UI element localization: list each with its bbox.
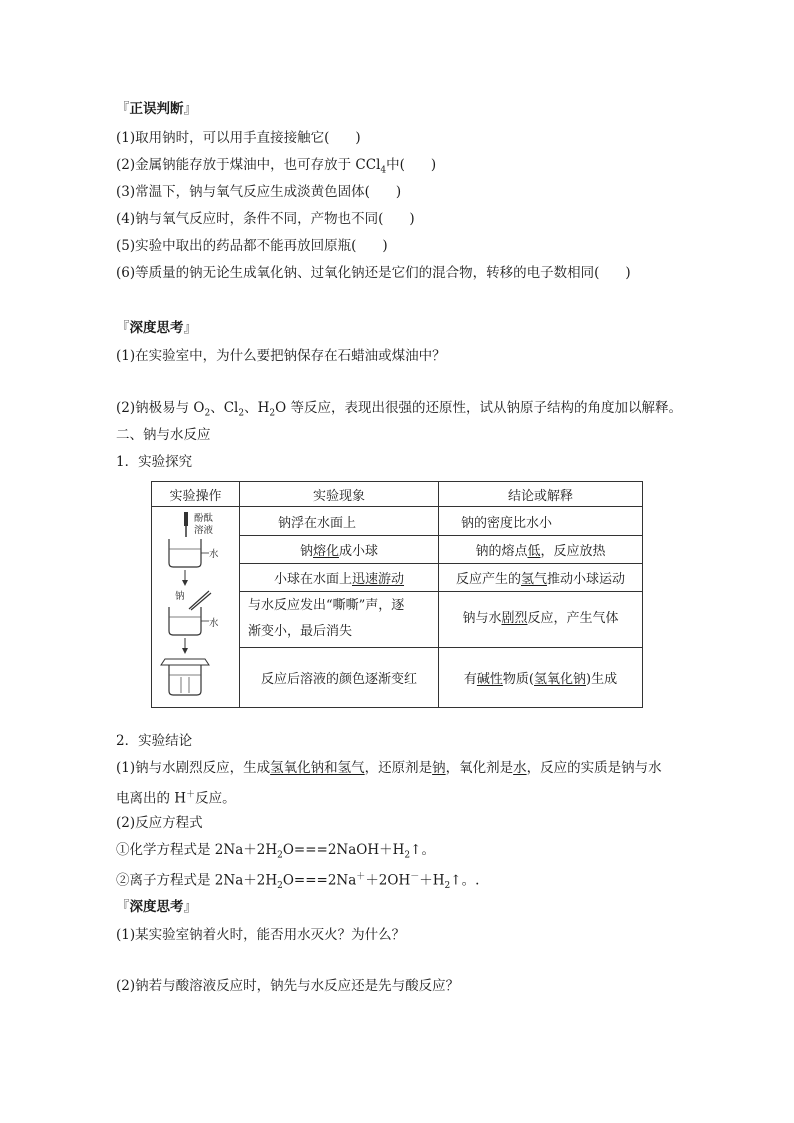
conclusion-3: 反应产生的氢气推动小球运动 [439, 564, 643, 592]
think1-question-2: (2)钠极易与 $O_2$、$Cl_2$、$H_2O$ 等反应，表现出很强的还原性，试从钠原子结构的角度加以解释。 [116, 400, 682, 419]
header-operation: 实验操作 [152, 482, 240, 507]
think1-header: 『深度思考』 [116, 320, 197, 336]
think1-question-1: (1)在实验室中，为什么要把钠保存在石蜡油或煤油中？ [116, 348, 446, 364]
table-header-row [152, 482, 643, 507]
equation-chemical: ①化学方程式是 $2Na+2H_2O===2NaOH+H_2↑$。 [116, 842, 435, 861]
conclusion-5: 有碱性物质(氢氧化钠)生成 [439, 647, 643, 707]
conclusion-4: 钠与水剧烈反应，产生气体 [439, 592, 643, 647]
phenomenon-2: 钠熔化成小球 [240, 536, 439, 564]
section-sub-1: 1．实验探究 [116, 454, 193, 470]
section-title: 二、钠与水反应 [116, 427, 211, 443]
conclusion-title: 2．实验结论 [116, 733, 193, 749]
experiment-table [151, 481, 643, 708]
header-phenomenon: 实验现象 [240, 482, 439, 507]
conclusion-p1-line2: 电离出的 H＋反应。 [116, 790, 236, 807]
judge-item-4: (4)钠与氧气反应时，条件不同，产物也不同( ) [116, 211, 415, 227]
judge-header: 『正误判断』 [116, 101, 197, 117]
experiment-apparatus-icon [153, 507, 239, 703]
conclusion-2: 钠的熔点低，反应放热 [439, 536, 643, 564]
diagram-label-water-1: 水 [208, 549, 219, 560]
diagram-label-phenol: 酚酞 [193, 513, 213, 524]
diagram-label-solution: 溶液 [193, 525, 213, 536]
experiment-diagram [152, 507, 240, 708]
judge-item-2: (2)金属钠能存放于煤油中，也可存放于 CCl$_4$中( ) [116, 157, 437, 176]
conclusion-p2: (2)反应方程式 [116, 815, 203, 831]
diagram-label-water-2: 水 [208, 618, 219, 629]
phenomenon-1: 钠浮在水面上 [240, 507, 439, 536]
think2-header: 『深度思考』 [116, 899, 197, 915]
conclusion-p1-line1: (1)钠与水剧烈反应，生成氢氧化钠和氢气，还原剂是钠，氧化剂是水，反应的实质是钠与水 [116, 760, 662, 776]
think2-question-2: (2)钠若与酸溶液反应时，钠先与水反应还是先与酸反应？ [116, 978, 460, 994]
equation-ionic: ②离子方程式是 $2Na+2H_2O===2Na^++2OH^-+H_2↑$。. [116, 872, 480, 892]
think2-question-1: (1)某实验室钠着火时，能否用水灭火？为什么？ [116, 927, 406, 943]
judge-item-5: (5)实验中取出的药品都不能再放回原瓶( ) [116, 238, 388, 254]
conclusion-1: 钠的密度比水小 [439, 507, 643, 536]
header-conclusion: 结论或解释 [439, 482, 643, 507]
judge-item-3: (3)常温下，钠与氧气反应生成淡黄色固体( ) [116, 184, 402, 200]
judge-item-1: (1)取用钠时，可以用手直接接触它( ) [116, 130, 361, 146]
judge-item-6: (6)等质量的钠无论生成氧化钠、过氧化钠还是它们的混合物，转移的电子数相同( ) [116, 265, 631, 281]
phenomenon-5: 反应后溶液的颜色逐渐变红 [240, 647, 439, 707]
table-row [152, 507, 643, 536]
diagram-label-sodium: 钠 [174, 591, 185, 602]
phenomenon-4: 与水反应发出“嘶嘶”声，逐 渐变小，最后消失 [240, 592, 439, 647]
phenomenon-3: 小球在水面上迅速游动 [240, 564, 439, 592]
